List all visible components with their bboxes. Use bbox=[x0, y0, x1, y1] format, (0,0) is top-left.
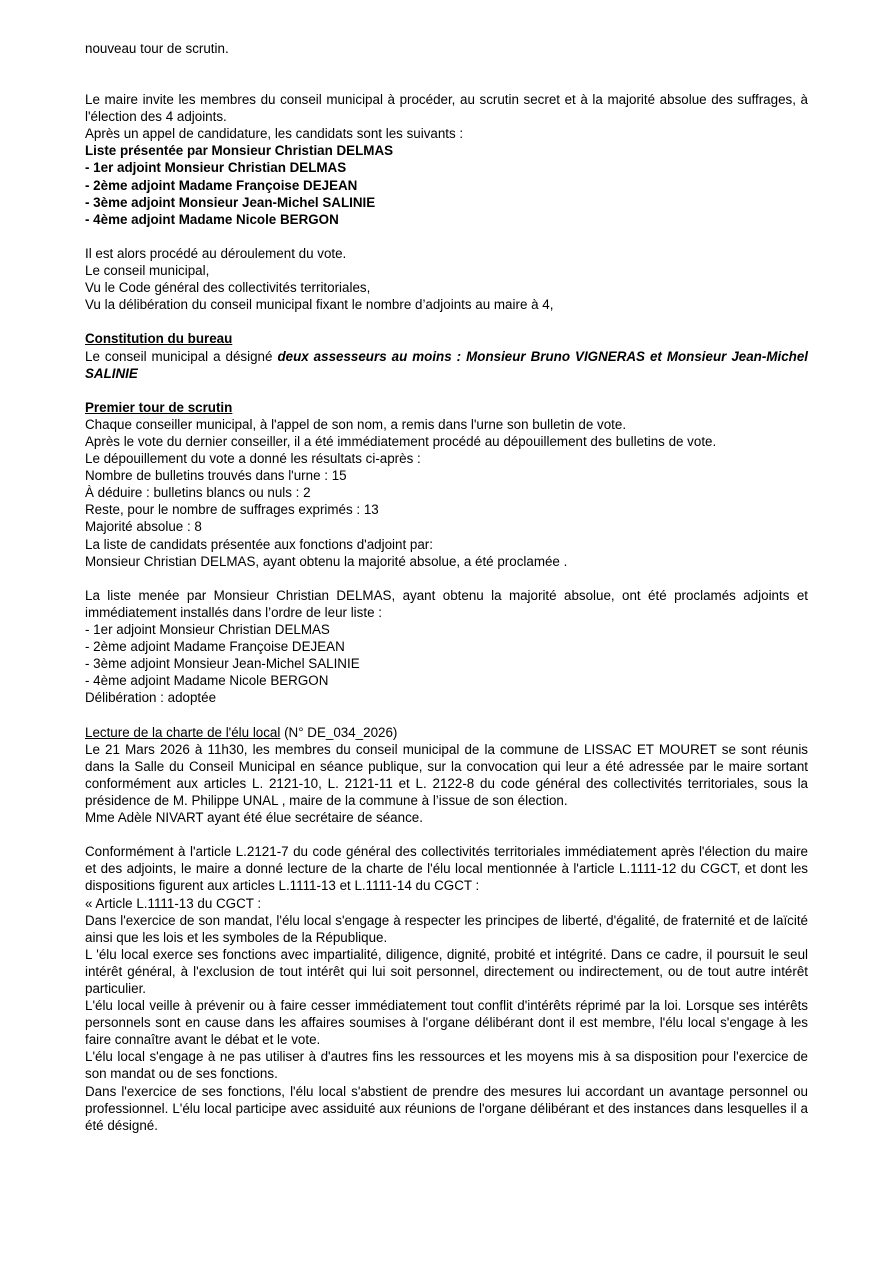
deliberation-status: Délibération : adoptée bbox=[85, 690, 217, 706]
charte-heading: Lecture de la charte de l'élu local bbox=[85, 724, 281, 740]
charte-paragraph: L'élu local s'engage à ne pas utiliser à d'autres fins les ressources et les moyens mis à sa disposition pour l'exercice de son mandat ou de ses fonctions. bbox=[85, 1049, 808, 1082]
bureau-heading: Constitution du bureau bbox=[85, 331, 233, 347]
bureau-text-prefix: Le conseil municipal a désigné bbox=[85, 348, 278, 364]
premier-tour-line: La liste de candidats présentée aux fonctions d'adjoint par: bbox=[85, 536, 433, 552]
premier-tour-heading: Premier tour de scrutin bbox=[85, 399, 233, 415]
candidat-item: - 2ème adjoint Madame Françoise DEJEAN bbox=[85, 177, 358, 193]
vote-intro-line: Il est alors procédé au déroulement du vote. bbox=[85, 245, 347, 261]
invite-text: Le maire invite les membres du conseil municipal à procéder, au scrutin secret et à la majorité absolue des suffrages, à l'élection des 4 adjoints. bbox=[85, 92, 808, 125]
adjoint-item: - 4ème adjoint Madame Nicole BERGON bbox=[85, 673, 329, 689]
premier-tour-line: Monsieur Christian DELMAS, ayant obtenu la majorité absolue, a été proclamée . bbox=[85, 553, 568, 569]
candidat-item: - 1er adjoint Monsieur Christian DELMAS bbox=[85, 160, 347, 176]
candidat-item: - 4ème adjoint Madame Nicole BERGON bbox=[85, 211, 339, 227]
adjoint-item: - 3ème adjoint Monsieur Jean-Michel SALINIE bbox=[85, 656, 360, 672]
premier-tour-line: Nombre de bulletins trouvés dans l'urne : 15 bbox=[85, 468, 347, 484]
premier-tour-line: Le dépouillement du vote a donné les résultats ci-après : bbox=[85, 451, 421, 467]
premier-tour-line: Reste, pour le nombre de suffrages exprimés : 13 bbox=[85, 502, 379, 518]
charte-article: « Article L.1111-13 du CGCT : bbox=[85, 895, 262, 911]
premier-tour-line: Majorité absolue : 8 bbox=[85, 519, 202, 535]
adjoint-item: - 1er adjoint Monsieur Christian DELMAS bbox=[85, 622, 330, 637]
charte-ref: (N° DE_034_2026) bbox=[280, 724, 398, 740]
candidat-item: - 3ème adjoint Monsieur Jean-Michel SALINIE bbox=[85, 194, 376, 210]
charte-session: Le 21 Mars 2026 à 11h30, les membres du conseil municipal de la commune de LISSAC ET MOURET se sont réunis dans la Salle du Conseil Municipal en séance publique, sur la convocation qui leur a été adressée par le maire sortant conformément aux articles L. 2121-10, L. 2121-11 et L. 2122-8 du code général des collectivités territoriales, sous la présidence de M. Philippe UNAL , maire de la commune à l’issue de son élection. bbox=[85, 741, 808, 808]
vote-intro-line: Vu la délibération du conseil municipal fixant le nombre d’adjoints au maire à 4, bbox=[85, 297, 554, 313]
charte-paragraph: L'élu local veille à prévenir ou à faire cesser immédiatement tout conflit d'intérêts réprimé par la loi. Lorsque ses intérêts personnels sont en cause dans les affaires soumises à l'organe délibérant dont il est membre, l'élu local s'engage à les faire connaître avant le débat et le vote. bbox=[85, 998, 808, 1048]
charte-paragraph: Dans l'exercice de ses fonctions, l'élu local s'abstient de prendre des mesures lui accordant un avantage personnel ou professionnel. L'élu local participe avec assiduité aux réunions de l'organe délibérant et des instances dans lesquelles il a été désigné. bbox=[85, 1083, 808, 1133]
bureau-text bbox=[85, 348, 808, 382]
charte-secretaire: Mme Adèle NIVART ayant été élue secrétaire de séance. bbox=[85, 810, 423, 826]
vote-intro-line: Vu le Code général des collectivités territoriales, bbox=[85, 280, 371, 296]
liste-title: Liste présentée par Monsieur Christian DELMAS bbox=[85, 143, 394, 159]
premier-tour-line: À déduire : bulletins blancs ou nuls : 2 bbox=[85, 485, 311, 501]
charte-lecture: Conformément à l'article L.2121-7 du code général des collectivités territoriales immédiatement après l'élection du maire et des adjoints, le maire a donné lecture de la charte de l'élu local mentionnée à l'article L.1111-12 du CGCT, et dont les dispositions figurent aux articles L.1111-13 et L.1111-14 du CGCT : bbox=[85, 844, 808, 894]
proclamation-text: La liste menée par Monsieur Christian DELMAS, ayant obtenu la majorité absolue, ont été proclamés adjoints et immédiatement installés dans l’ordre de leur liste : bbox=[85, 587, 808, 620]
premier-tour-line: Après le vote du dernier conseiller, il a été immédiatement procédé au dépouillement des bulletins de vote. bbox=[85, 433, 717, 449]
adjoint-item: - 2ème adjoint Madame Françoise DEJEAN bbox=[85, 639, 345, 655]
vote-intro-line: Le conseil municipal, bbox=[85, 263, 210, 279]
charte-heading-line bbox=[85, 724, 808, 741]
charte-paragraph: L 'élu local exerce ses fonctions avec impartialité, diligence, dignité, probité et intégrité. Dans ce cadre, il poursuit le seul intérêt général, à l'exclusion de tout intérêt qui lui soit personnel, directement ou indirectement, ou de tout autre intérêt particulier. bbox=[85, 946, 808, 996]
premier-tour-line: Chaque conseiller municipal, à l'appel de son nom, a remis dans l'urne son bulletin de vote. bbox=[85, 416, 627, 432]
bureau-assesseurs: deux assesseurs au moins : Monsieur Bruno VIGNERAS et Monsieur Jean-Michel SALINIE bbox=[85, 348, 808, 381]
charte-paragraph: Dans l'exercice de son mandat, l'élu local s'engage à respecter les principes de liberté, d'égalité, de fraternité et de laïcité ainsi que les lois et les symboles de la République. bbox=[85, 912, 808, 945]
appel-text: Après un appel de candidature, les candidats sont les suivants : bbox=[85, 126, 464, 142]
intro-line: nouveau tour de scrutin. bbox=[85, 41, 229, 56]
